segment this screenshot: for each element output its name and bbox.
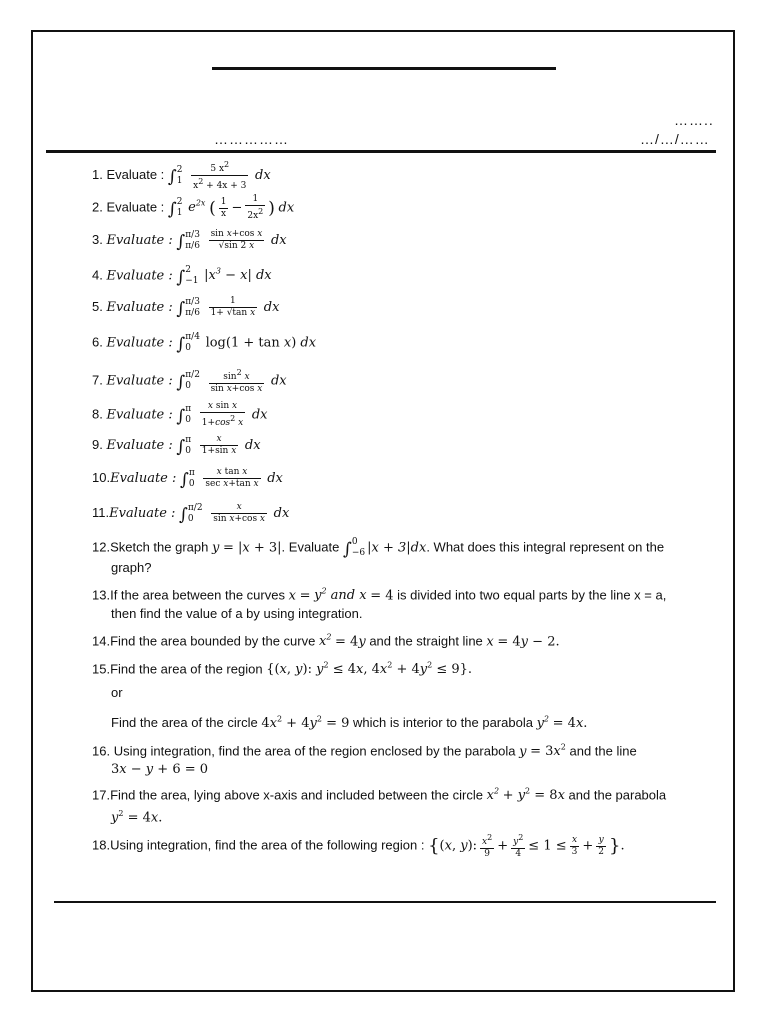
question-17: 17.Find the area, lying above x-axis and included between the circle $x^2 + y^2 = 8x$ and the parabola $y^2 = 4x$. (92, 787, 667, 826)
question-label: Evaluate : (106, 299, 173, 315)
question-8: 8. Evaluate : ∫ π 0 $\frac{\text{x sin x}}{1+\cos^2 x}$ dx (92, 401, 268, 428)
question-label: Evaluate : (106, 407, 173, 423)
question-label: Evaluate : (106, 166, 165, 182)
question-label: Evaluate : (106, 437, 173, 453)
question-text: which is interior to the parabola (353, 715, 533, 731)
question-text: Find the area of the region (110, 661, 263, 677)
question-number: 5. (92, 298, 103, 314)
name-field: …………… (214, 131, 289, 147)
question-3: 3. Evaluate : ∫ π/3 π/6 $\frac{\text{sin x+cos x}}{√\sin 2 x}$ dx (92, 229, 287, 252)
question-number: 3. (92, 231, 103, 247)
question-text: Using integration, find the area of the region enclosed by the parabola (110, 743, 516, 759)
question-label: Evaluate : (106, 232, 173, 248)
question-text: or (111, 685, 123, 700)
question-number: 11. (92, 504, 110, 520)
question-number: 4. (92, 267, 103, 283)
question-text: Find the area of the circle (111, 715, 258, 731)
question-label: Evaluate : (106, 335, 173, 351)
question-text: Using integration, find the area of the following region : (110, 837, 425, 853)
top-dots: …….. (674, 112, 714, 128)
question-label: Evaluate : (109, 505, 176, 521)
question-number: 6. (92, 334, 103, 350)
question-7: 7. Evaluate : ∫ π/2 0 $\frac{\sin^2 x}{\text{sin x+cos x}}$ dx (92, 368, 287, 394)
question-text: graph? (111, 560, 152, 575)
question-5: 5. Evaluate : ∫ π/3 π/6 $\frac{1}{\text{1+ √tan x}}$ dx (92, 296, 280, 319)
question-number: 14. (92, 633, 111, 649)
question-10: 10.Evaluate : ∫ π 0 $\frac{\text{x tan x}}{\text{sec x+tan x}}$ dx (92, 467, 283, 490)
date-field: …/…/…… (640, 131, 710, 147)
question-label: Evaluate : (106, 268, 173, 284)
question-1: 1. Evaluate : ∫ 2 1 $\frac{5 x^2}{x^2 + 4x + 3}$ dx (92, 160, 271, 191)
question-label: Evaluate : (106, 373, 173, 389)
question-text: . Evaluate (281, 539, 340, 555)
question-18: 18.Using integration, find the area of the following region : {(x, y): $\frac{x^2}{9}$ + $\frac{y^2}{4}$ ≤ 1 ≤ $\frac{x}{3}$ + $\frac{y}{2}$ }. (92, 833, 625, 859)
question-number: 15. (92, 661, 111, 677)
question-text: and the straight line (369, 633, 483, 649)
question-number: 2. (92, 199, 103, 215)
question-15: 15.Find the area of the region {(x, y): $y^2 \le 4x$, $4x^2 + 4y^2 \le 9$}. (92, 661, 473, 678)
question-6: 6. Evaluate : ∫ π/4 0 log(1 + tan x) dx (92, 332, 317, 355)
title-line (212, 67, 556, 70)
question-text: Find the area, lying above x-axis and included between the circle (110, 787, 483, 803)
question-text: Find the area bounded by the curve (110, 633, 316, 649)
question-number: 18. (92, 837, 111, 853)
question-label: Evaluate : (106, 199, 165, 215)
question-number: 1. (92, 166, 103, 182)
question-12: 12.Sketch the graph y = |x + 3|. Evaluate ∫ 0 −6 |x + 3|dx. What does this integral represent on the graph? (92, 537, 692, 577)
question-2: 2. Evaluate : ∫ 2 1 $e^{2x}$ ( $\frac{1}{x}$ − $\frac{1}{2x^2}$ ) dx (92, 194, 295, 221)
question-14: 14.Find the area bounded by the curve $x^2 = 4y$ and the straight line x = 4y − 2. (92, 633, 560, 650)
question-number: 12. (92, 539, 111, 555)
question-number: 17. (92, 787, 111, 803)
question-text: is divided into two equal parts by the line x = a, (397, 587, 667, 603)
question-label: Evaluate : (110, 470, 177, 486)
header-rule (46, 150, 716, 153)
question-number: 9. (92, 436, 103, 452)
question-15-alt: Find the area of the circle $4x^2 + 4y^2 = 9$ which is interior to the parabola $y^2 = 4x$. (111, 715, 588, 732)
question-13: 13.If the area between the curves $x = y^2$ and x = 4 is divided into two equal parts by the line x = a, then find the value of a by using integration. (92, 583, 692, 623)
question-16: 16. Using integration, find the area of the region enclosed by the parabola $y = 3x^2$ and the line 3x − y + 6 = 0 (92, 743, 637, 778)
question-9: 9. Evaluate : ∫ π 0 $\frac{x}{\text{1+sin x}}$ dx (92, 434, 261, 457)
question-number: 13. (92, 587, 111, 603)
question-number: 10. (92, 469, 111, 485)
question-text: then find the value of a by using integration. (111, 606, 363, 622)
question-text: and the line (569, 743, 637, 759)
question-number: 7. (92, 372, 103, 388)
question-text: Sketch the graph (110, 539, 209, 555)
question-4: 4. Evaluate : ∫ 2 −1 $|x^3 - x|$ dx (92, 264, 272, 288)
question-number: 16. (92, 743, 111, 759)
question-text: . What does this integral represent on the (426, 539, 665, 555)
question-text: and the parabola (568, 787, 667, 803)
question-text: If the area between the curves (110, 587, 285, 603)
footer-rule (54, 901, 716, 903)
question-11: 11.Evaluate : ∫ π/2 0 $\frac{x}{\text{sin x+cos x}}$ dx (92, 502, 290, 525)
question-number: 8. (92, 406, 103, 422)
question-15-or (92, 684, 692, 702)
